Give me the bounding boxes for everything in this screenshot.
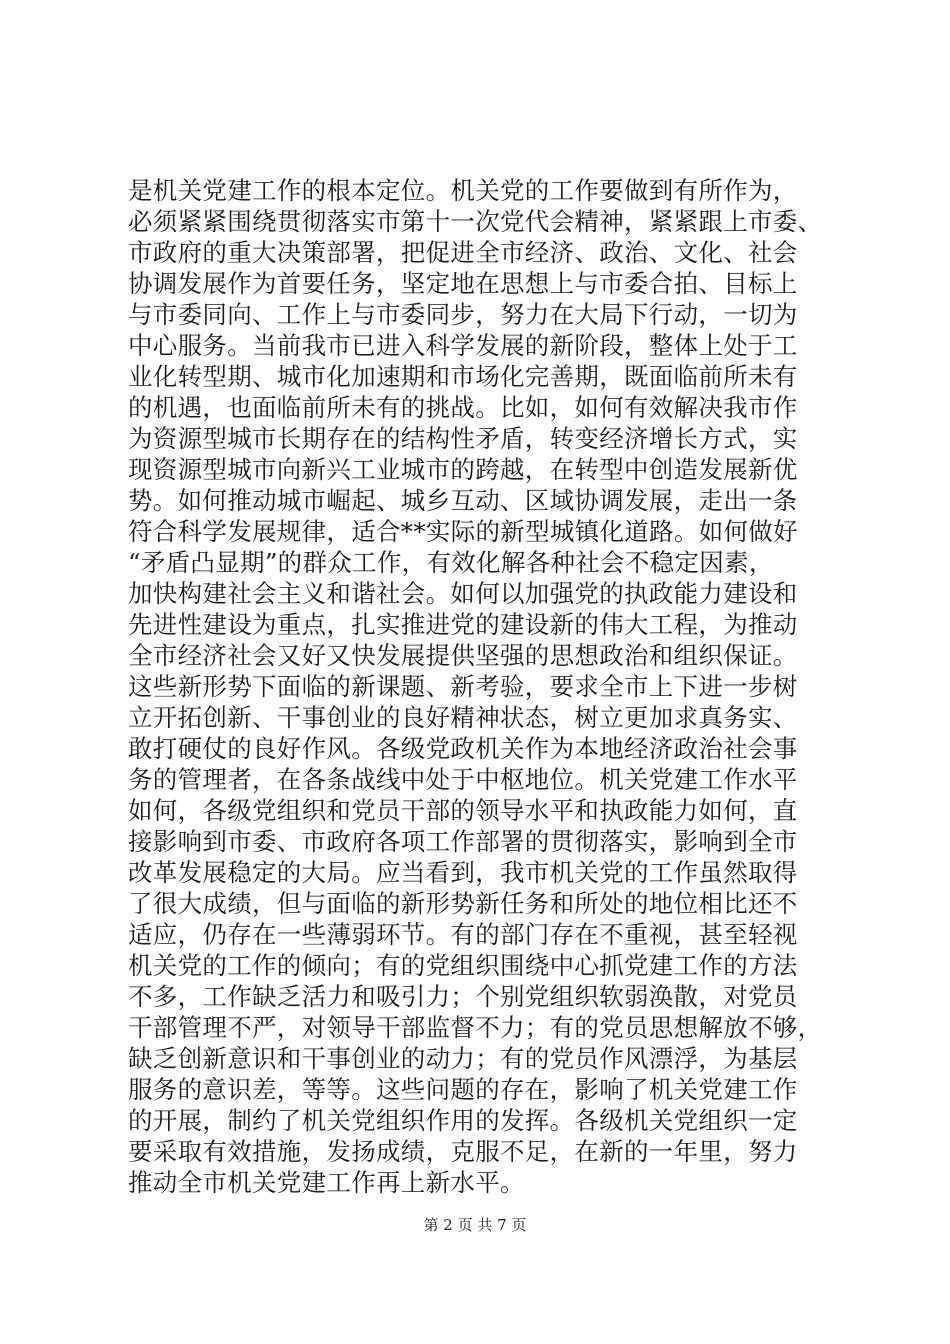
- text-line: 的机遇，也面临前所未有的挑战。比如，如何有效解决我市作: [128, 393, 798, 422]
- text-line: 如何，各级党组织和党员干部的领导水平和执政能力如何，直: [128, 796, 798, 825]
- text-line: 的开展，制约了机关党组织作用的发挥。各级机关党组织一定: [128, 1106, 798, 1135]
- text-line: 中心服务。当前我市已进入科学发展的新阶段，整体上处于工: [128, 331, 798, 360]
- text-line: 了很大成绩，但与面临的新形势新任务和所处的地位相比还不: [128, 889, 798, 918]
- text-line: 业化转型期、城市化加速期和市场化完善期，既面临前所未有: [128, 362, 798, 391]
- text-line: 必须紧紧围绕贯彻落实市第十一次党代会精神，紧紧跟上市委、: [128, 207, 823, 236]
- text-line: 现资源型城市向新兴工业城市的跨越，在转型中创造发展新优: [128, 455, 798, 484]
- text-line: 缺乏创新意识和干事创业的动力；有的党员作风漂浮，为基层: [128, 1044, 798, 1073]
- text-line: 全市经济社会又好又快发展提供坚强的思想政治和组织保证。: [128, 641, 798, 670]
- text-line: 机关党的工作的倾向；有的党组织围绕中心抓党建工作的方法: [128, 951, 798, 980]
- text-line: 改革发展稳定的大局。应当看到，我市机关党的工作虽然取得: [128, 858, 798, 887]
- text-line: 先进性建设为重点，扎实推进党的建设新的伟大工程，为推动: [128, 610, 798, 639]
- text-line: 是机关党建工作的根本定位。机关党的工作要做到有所作为，: [128, 176, 798, 205]
- text-line: 协调发展作为首要任务，坚定地在思想上与市委合拍、目标上: [128, 269, 798, 298]
- text-line: 服务的意识差，等等。这些问题的存在，影响了机关党建工作: [128, 1075, 798, 1104]
- text-line: 推动全市机关党建工作再上新水平。: [128, 1168, 525, 1197]
- text-line: 敢打硬仗的良好作风。各级党政机关作为本地经济政治社会事: [128, 734, 798, 763]
- text-line: 市政府的重大决策部署，把促进全市经济、政治、文化、社会: [128, 238, 798, 267]
- page-footer: 第 2 页 共 7 页: [423, 1216, 527, 1234]
- text-line: 接影响到市委、市政府各项工作部署的贯彻落实，影响到全市: [128, 827, 798, 856]
- text-line: 符合科学发展规律，适合**实际的新型城镇化道路。如何做好: [128, 517, 798, 546]
- text-line: 要采取有效措施，发扬成绩，克服不足，在新的一年里，努力: [128, 1137, 798, 1166]
- text-line: 立开拓创新、干事创业的良好精神状态，树立更加求真务实、: [128, 703, 798, 732]
- text-line: 这些新形势下面临的新课题、新考验，要求全市上下进一步树: [128, 672, 798, 701]
- text-line: 不多，工作缺乏活力和吸引力；个别党组织软弱涣散，对党员: [128, 982, 798, 1011]
- body-paragraph: [128, 175, 848, 1198]
- text-line: “矛盾凸显期”的群众工作，有效化解各种社会不稳定因素，: [128, 548, 774, 577]
- text-line: 与市委同向、工作上与市委同步，努力在大局下行动，一切为: [128, 300, 798, 329]
- text-line: 干部管理不严，对领导干部监督不力；有的党员思想解放不够，: [128, 1013, 823, 1042]
- text-line: 加快构建社会主义和谐社会。如何以加强党的执政能力建设和: [128, 579, 798, 608]
- text-line: 务的管理者，在各条战线中处于中枢地位。机关党建工作水平: [128, 765, 798, 794]
- text-line: 势。如何推动城市崛起、城乡互动、区域协调发展，走出一条: [128, 486, 798, 515]
- text-line: 适应，仍存在一些薄弱环节。有的部门存在不重视，甚至轻视: [128, 920, 798, 949]
- text-line: 为资源型城市长期存在的结构性矛盾，转变经济增长方式，实: [128, 424, 798, 453]
